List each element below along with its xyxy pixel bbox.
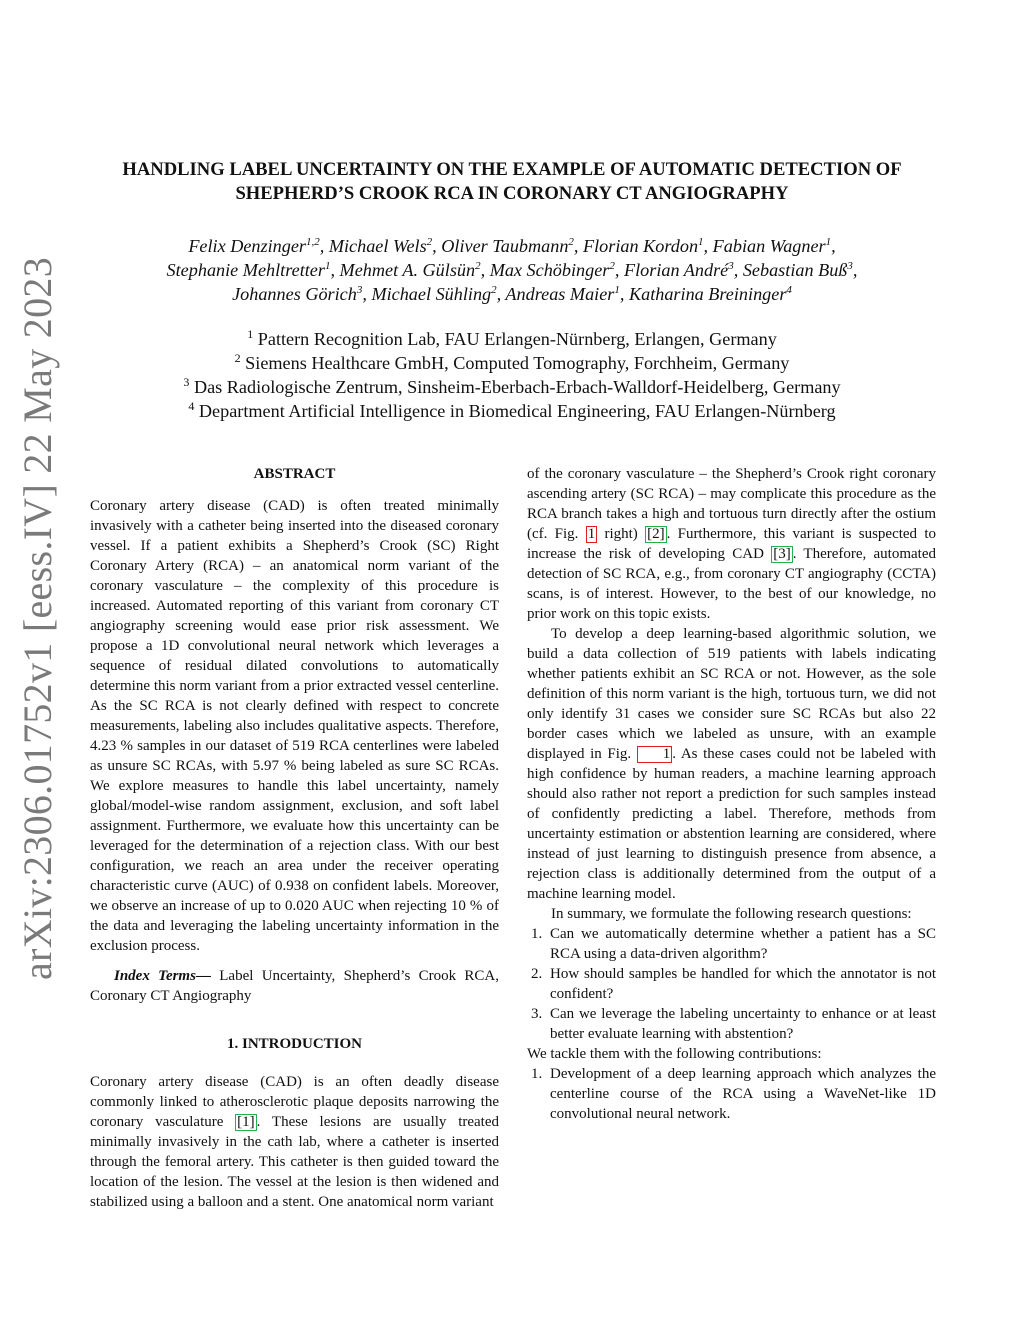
contributions-list: [527, 1064, 936, 1124]
affiliation-2: [80, 351, 944, 375]
author-affil-sup: 2: [491, 283, 497, 296]
intro-paragraph-4: We tackle them with the following contributions:: [527, 1046, 822, 1062]
intro-p2-text: To develop a deep learning-based algorithmic solution, we build a data collection of 519 patients with labels indicating whether patients exhibit an SC RCA or not. However, as the sole definition of this norm variant is the high, tortuous turn, we did not only identify 31 cases we consider sure SC RCAs but also 22 border cases which we labeled as unsure, with an example displayed in Fig.: [527, 626, 936, 762]
author-name: Florian Kordon: [583, 236, 699, 256]
author-list: [80, 234, 944, 306]
abstract-heading: ABSTRACT: [253, 466, 336, 482]
author-name: Felix Denzinger: [188, 236, 306, 256]
intro-paragraph-3: In summary, we formulate the following research questions:: [551, 906, 912, 922]
arxiv-sidebar: arXiv:2306.01752v1 [eess.IV] 22 May 2023: [15, 257, 60, 980]
author-name: Katharina Breininger: [628, 284, 787, 304]
index-terms-label: Index Terms—: [114, 968, 211, 984]
intro-p1-text: right): [597, 526, 646, 542]
list-item: [527, 964, 936, 1004]
list-text: Can we automatically determine whether a patient has a SC RCA using a data-driven algorithm?: [550, 926, 936, 962]
author-affil-sup: 3: [847, 259, 853, 272]
list-number: 1.: [531, 1066, 543, 1082]
citation-link[interactable]: [1]: [237, 1114, 255, 1130]
list-number: 3.: [531, 1006, 543, 1022]
figure-ref-link[interactable]: 1: [637, 746, 673, 763]
author-affil-sup: 2: [568, 235, 574, 248]
list-number: 1.: [531, 926, 543, 942]
author-affil-sup: 3: [728, 259, 734, 272]
author-line-1: Felix Denzinger$^{1,2}$, Michael Wels$^2$, Oliver Taubmann$^2$, Florian Kordon$^1$, Fabian Wagner$^1$,: [188, 235, 836, 256]
author-name: Sebastian Buß: [742, 260, 848, 280]
author-name: Michael Wels: [328, 236, 427, 256]
author-name: Oliver Taubmann: [441, 236, 569, 256]
affiliation-list: [80, 327, 944, 423]
affiliation-number: 1: [247, 326, 254, 341]
author-name: Stephanie Mehltretter: [166, 260, 325, 280]
author-affil-sup: 1: [614, 283, 620, 296]
author-name: Florian André: [623, 260, 729, 280]
list-text: Can we leverage the labeling uncertainty to enhance or at least better evaluate learning with abstention?: [550, 1006, 936, 1042]
affiliation-text: Department Artificial Intelligence in Biomedical Engineering, FAU Erlangen-Nürnberg: [198, 401, 836, 421]
intro-p2-text: . As these cases could not be labeled with high confidence by human readers, a machine learning approach should also rather not report a prediction for such samples instead of confidently predicting a label. Therefore, methods from uncertainty estimation or abstention learning are considered, where instead of just learning to distinguish presence from absence, a rejection class is additionally determined from the output of a machine learning model.: [527, 746, 936, 902]
affiliation-number: 2: [234, 350, 241, 365]
citation-link[interactable]: [3]: [773, 546, 791, 562]
author-affil-sup: 1: [324, 259, 331, 272]
intro-p1-text: of the coronary vasculature – the Shepherd’s Crook right coronary ascending artery (SC RCA) – may complicate this procedure as the RCA branch takes a high and tortuous turn directly after the ostium (cf. Fig.: [527, 466, 936, 542]
affiliation-text: Siemens Healthcare GmbH, Computed Tomography, Forchheim, Germany: [245, 353, 790, 373]
author-affil-sup: 2: [475, 259, 481, 272]
author-name: Mehmet A. Gülsün: [339, 260, 476, 280]
list-text: Development of a deep learning approach which analyzes the centerline course of the RCA using a WaveNet-like 1D convolutional neural network.: [550, 1066, 936, 1122]
list-text: How should samples be handled for which the annotator is not confident?: [550, 966, 936, 1002]
citation-link[interactable]: [2]: [647, 526, 665, 542]
list-item: [527, 1064, 936, 1124]
affiliation-number: 4: [188, 398, 195, 413]
affiliation-text: Das Radiologische Zentrum, Sinsheim-Eberbach-Erbach-Walldorf-Heidelberg, Germany: [193, 377, 841, 397]
right-column: [527, 464, 936, 1124]
author-affil-sup: 2: [426, 235, 433, 248]
figure-ref-link[interactable]: 1: [587, 526, 596, 542]
affiliation-1: [80, 327, 944, 351]
author-affil-sup: 1: [825, 235, 832, 248]
author-name: Johannes Görich: [232, 284, 357, 304]
paper-title: [80, 158, 944, 206]
author-name: Max Schöbinger: [489, 260, 610, 280]
author-affil-sup: 4: [786, 283, 792, 296]
list-item: [527, 1004, 936, 1044]
intro-p1-text: . Furthermore, this variant is suspected to increase the risk of developing CAD: [527, 526, 936, 562]
author-affil-sup: 1: [698, 235, 704, 248]
intro-paragraph-1: [90, 1072, 499, 1212]
affiliation-4: [80, 399, 944, 423]
introduction-heading: 1. INTRODUCTION: [226, 1036, 362, 1052]
author-name: Andreas Maier: [505, 284, 615, 304]
title-line-1: HANDLING LABEL UNCERTAINTY ON THE EXAMPLE OF AUTOMATIC DETECTION OF: [122, 159, 902, 180]
affiliation-number: 3: [183, 374, 190, 389]
author-line-3: Johannes Görich$^3$, Michael Sühling$^2$, Andreas Maier$^1$, Katharina Breininger$^4$: [232, 283, 792, 304]
intro-paragraph-1-continued: [527, 464, 936, 624]
index-terms: [90, 966, 499, 1006]
title-line-2: SHEPHERD’S CROOK RCA IN CORONARY CT ANGIOGRAPHY: [235, 183, 789, 204]
research-questions-list: [527, 924, 936, 1044]
intro-paragraph-2: [527, 624, 936, 904]
affiliation-3: [80, 375, 944, 399]
intro-p1-text: . These lesions are usually treated minimally invasively in the cath lab, where a catheter is inserted through the femoral artery. This catheter is then guided toward the location of the lesion. The vessel at the lesion is then widened and stabilized using a balloon and a stent. One anatomical norm variant: [90, 1114, 499, 1210]
intro-p1-text: Coronary artery disease (CAD) is an often deadly disease commonly linked to atherosclerotic plaque deposits narrowing the coronary vasculature: [90, 1074, 499, 1130]
author-name: Fabian Wagner: [712, 236, 826, 256]
list-item: [527, 924, 936, 964]
author-line-2: Stephanie Mehltretter$^1$, Mehmet A. Gülsün$^2$, Max Schöbinger$^2$, Florian André$^3$, Sebastian Buß$^3$,: [166, 259, 858, 280]
index-terms-text: Label Uncertainty, Shepherd’s Crook RCA, Coronary CT Angiography: [90, 968, 500, 1004]
author-name: Michael Sühling: [371, 284, 492, 304]
affiliation-text: Pattern Recognition Lab, FAU Erlangen-Nürnberg, Erlangen, Germany: [257, 329, 777, 349]
author-affil-sup: 1,2: [306, 235, 320, 248]
left-column: [90, 464, 499, 1212]
author-affil-sup: 2: [609, 259, 615, 272]
abstract-text: Coronary artery disease (CAD) is often treated minimally invasively with a catheter being inserted into the diseased coronary vessel. If a patient exhibits a Shepherd’s Crook (SC) Right Coronary Artery (RCA) – an anatomical norm variant of the coronary vasculature – the complexity of this procedure is increased. Automated reporting of this variant from coronary CT angiography screening would ease prior risk assessment. We propose a 1D convolutional neural network which leverages a sequence of residual dilated convolutions to automatically determine this norm variant from a prior extracted vessel centerline. As the SC RCA is not clearly defined with respect to concrete measurements, labeling also includes qualitative aspects. Therefore, 4.23 % samples in our dataset of 519 RCA centerlines were labeled as unsure SC RCAs, with 5.97 % being labeled as sure SC RCAs. We explore measures to handle this label uncertainty, namely global/model-wise random assignment, exclusion, and soft label assignment. Furthermore, we evaluate how this uncertainty can be leveraged for the determination of a rejection class. With our best configuration, we reach an area under the receiver operating characteristic curve (AUC) of 0.938 on confident labels. Moreover, we observe an increase of up to 0.020 AUC when rejecting 10 % of the data and leveraging the labeling uncertainty information in the exclusion process.: [90, 498, 499, 954]
author-affil-sup: 3: [356, 283, 363, 296]
list-number: 2.: [531, 966, 543, 982]
intro-p1-text: . Therefore, automated detection of SC RCA, e.g., from coronary CT angiography (CCTA) scans, is of interest. However, to the best of our knowledge, no prior work on this topic exists.: [527, 546, 937, 622]
